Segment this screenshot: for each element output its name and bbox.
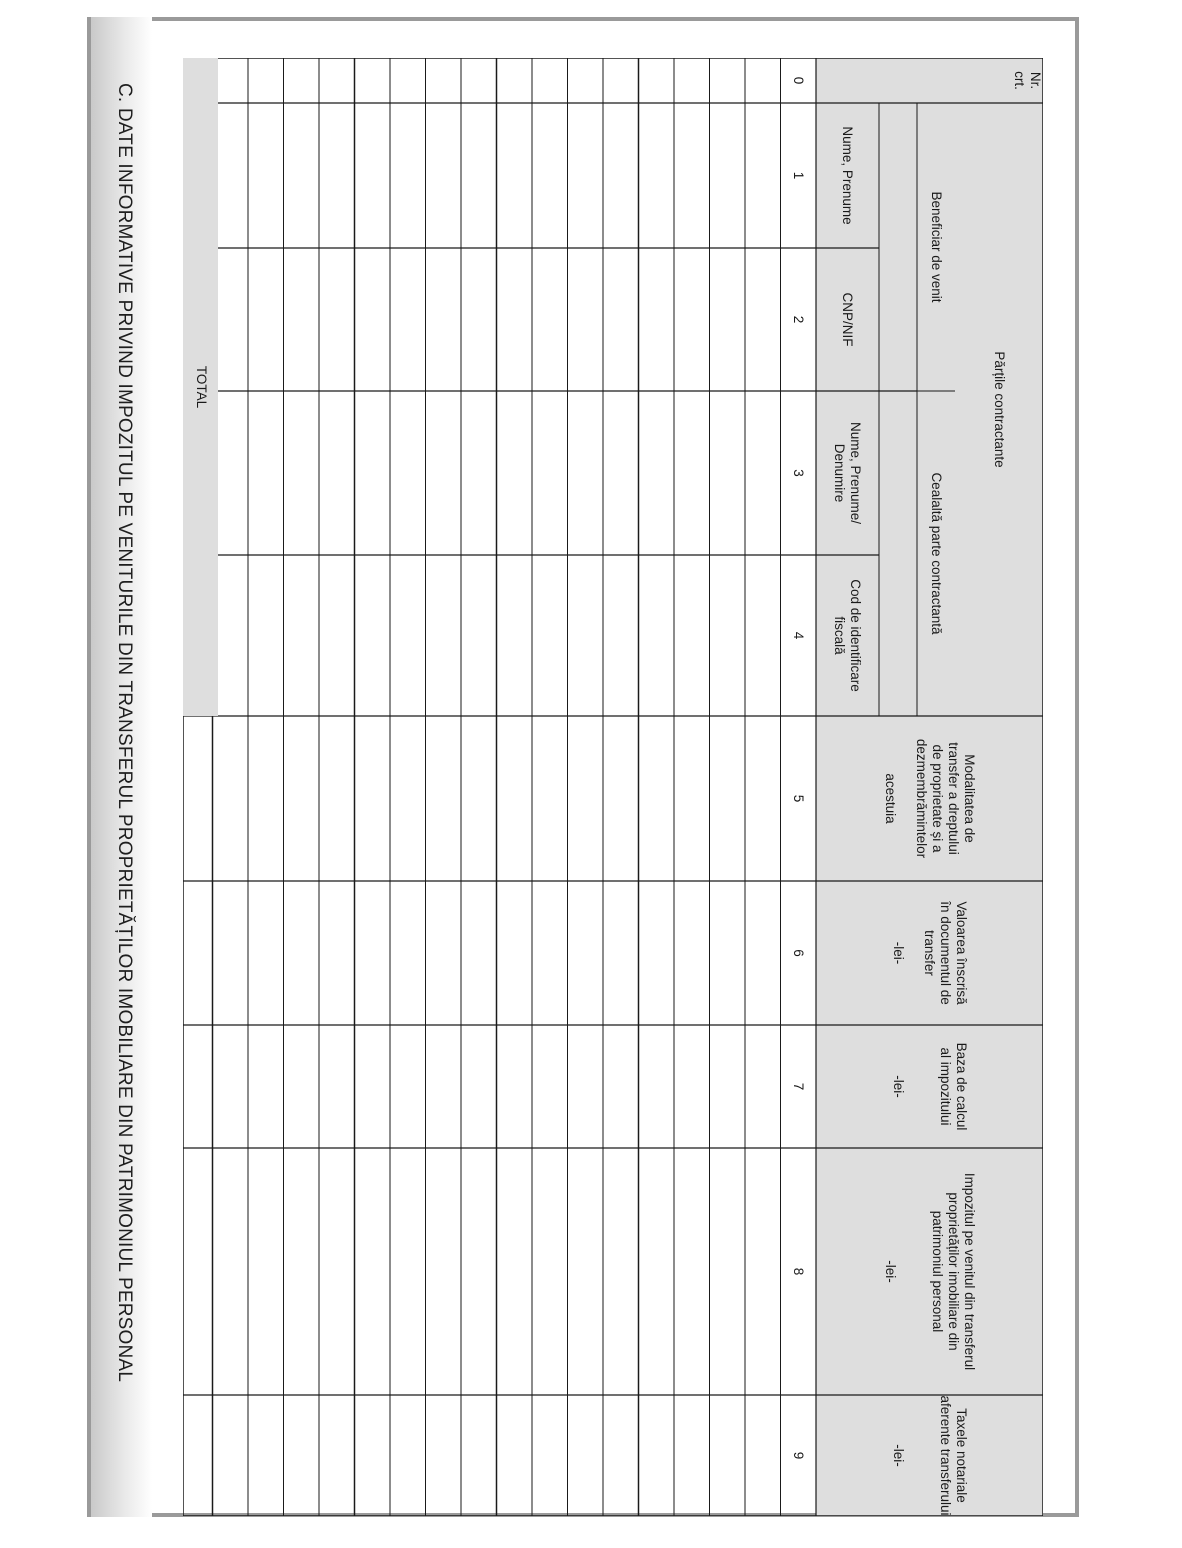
header-valoarea: Valoarea înscrisă în documentul de transfer -lei-: [890, 901, 970, 1005]
column-number-9: 9: [791, 1451, 807, 1460]
header-cnp-nif: CNP/NIF: [840, 292, 856, 347]
header-taxele-notariale: Taxele notariale aferente transferului -lei-: [890, 1395, 970, 1516]
header-nume-denumire: Nume, Prenume/ Denumire: [832, 421, 864, 525]
header-beneficiar: Beneficiar de venit: [928, 191, 944, 303]
header-cod-fiscal: Cod de identificare fiscală: [832, 579, 864, 692]
header-impozitul: Impozitul pe venitul din transferul proprietăților imobiliare din patrimoniul personal -lei-: [882, 1172, 978, 1371]
header-nume-prenume: Nume, Prenume: [840, 126, 856, 225]
column-number-5: 5: [791, 794, 807, 803]
column-number-3: 3: [791, 469, 807, 477]
column-number-8: 8: [791, 1267, 807, 1276]
column-number-4: 4: [791, 631, 807, 640]
column-number-6: 6: [791, 949, 807, 957]
column-number-1: 1: [791, 171, 807, 180]
column-number-2: 2: [791, 315, 807, 324]
section-title: C. DATE INFORMATIVE PRIVIND IMPOZITUL PE VENITURILE DIN TRANSFERUL PROPRIETĂȚILOR IMOBILIARE DIN PATRIMONIUL PERSONAL: [114, 83, 135, 1383]
header-cealalta-parte: Cealaltă parte contractantă: [928, 472, 944, 635]
rotated-form: [87, 17, 1079, 1517]
header-nr-crt: Nr. crt.: [1012, 71, 1043, 90]
header-modalitatea: Modalitatea de transfer a dreptului de proprietate și a dezmembrămintelor acestuia: [882, 738, 978, 859]
data-table: [183, 58, 1043, 1516]
header-baza-calcul: Baza de calcul al impozitului -lei-: [890, 1042, 970, 1131]
header-partile-contractante: Părțile contractante: [991, 351, 1007, 468]
total-label: TOTAL: [183, 58, 219, 716]
column-number-0: 0: [791, 76, 807, 85]
column-number-7: 7: [791, 1082, 807, 1091]
